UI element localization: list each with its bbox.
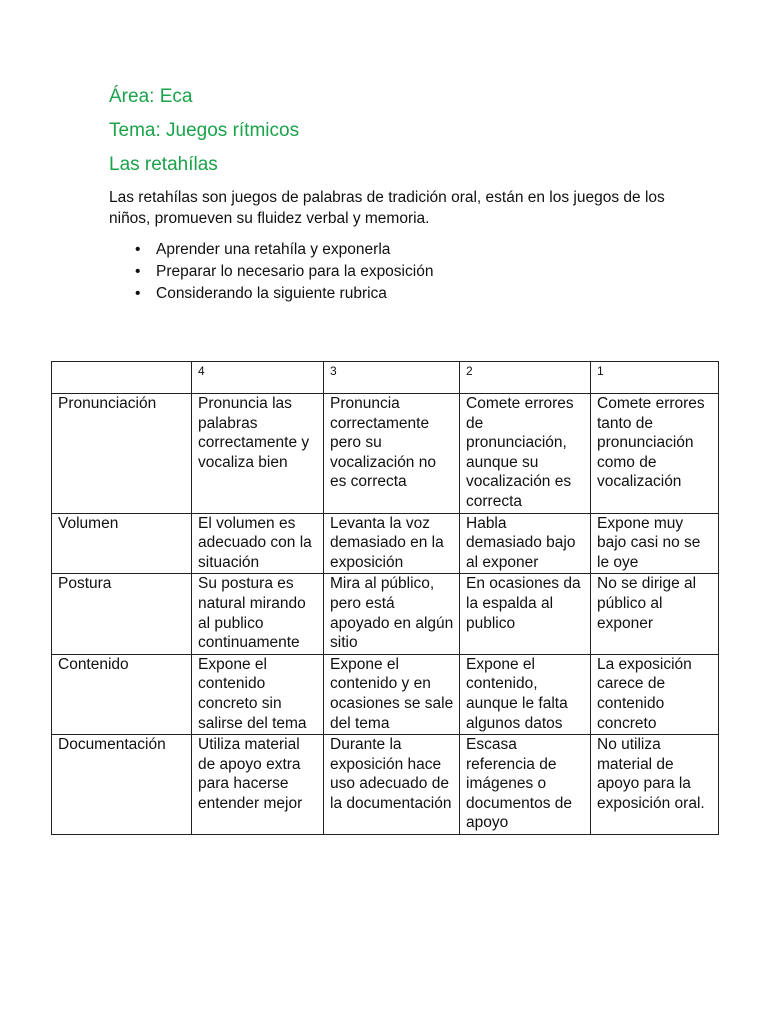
bullet-icon: • — [135, 263, 141, 280]
table-cell: Expone muy bajo casi no se le oye — [591, 513, 719, 574]
header-cell: 4 — [192, 362, 324, 394]
bullet-icon: • — [135, 285, 141, 302]
header-cell — [52, 362, 192, 394]
header-cell: 3 — [324, 362, 460, 394]
criterion-cell: Documentación — [52, 735, 192, 835]
table-row — [52, 394, 719, 514]
table-cell: No se dirige al público al exponer — [591, 574, 719, 654]
table-cell: Utiliza material de apoyo extra para hacerse entender mejor — [192, 735, 324, 835]
table-cell: Habla demasiado bajo al exponer — [460, 513, 591, 574]
intro-paragraph: Las retahílas son juegos de palabras de tradición oral, están en los juegos de los niños, promueven su fluidez verbal y memoria. — [109, 189, 665, 227]
table-cell: No utiliza material de apoyo para la exposición oral. — [591, 735, 719, 835]
criterion-cell: Postura — [52, 574, 192, 654]
criterion-cell: Pronunciación — [52, 394, 192, 514]
table-cell: Expone el contenido, aunque le falta algunos datos — [460, 654, 591, 734]
list-item — [109, 283, 433, 305]
table-cell: Pronuncia correctamente pero su vocalización no es correcta — [324, 394, 460, 514]
header-cell: 1 — [591, 362, 719, 394]
table-cell: Escasa referencia de imágenes o documentos de apoyo — [460, 735, 591, 835]
table-cell: La exposición carece de contenido concreto — [591, 654, 719, 734]
table-cell: Mira al público, pero está apoyado en algún sitio — [324, 574, 460, 654]
table-header-row — [52, 362, 719, 394]
table-cell: Pronuncia las palabras correctamente y vocaliza bien — [192, 394, 324, 514]
list-item-text: Considerando la siguiente rubrica — [156, 285, 387, 302]
list-item — [109, 261, 433, 283]
header-cell: 2 — [460, 362, 591, 394]
rubric-table — [51, 361, 719, 835]
table-cell: Su postura es natural mirando al publico continuamente — [192, 574, 324, 654]
table-row — [52, 574, 719, 654]
page-title: Las retahílas — [109, 154, 218, 175]
topic-heading: Tema: Juegos rítmicos — [109, 120, 300, 141]
table-cell: Expone el contenido y en ocasiones se sale del tema — [324, 654, 460, 734]
area-heading: Área: Eca — [109, 86, 193, 107]
criterion-cell: Volumen — [52, 513, 192, 574]
table-cell: Expone el contenido concreto sin salirse del tema — [192, 654, 324, 734]
list-item-text: Preparar lo necesario para la exposición — [156, 263, 434, 280]
table-cell: Comete errores de pronunciación, aunque su vocalización es correcta — [460, 394, 591, 514]
table-cell: Comete errores tanto de pronunciación como de vocalización — [591, 394, 719, 514]
table-cell: El volumen es adecuado con la situación — [192, 513, 324, 574]
list-item-text: Aprender una retahíla y exponerla — [156, 241, 391, 258]
list-item — [109, 239, 433, 261]
table-cell: En ocasiones da la espalda al publico — [460, 574, 591, 654]
instruction-list — [109, 239, 433, 305]
criterion-cell: Contenido — [52, 654, 192, 734]
table-row — [52, 735, 719, 835]
table-cell: Durante la exposición hace uso adecuado de la documentación — [324, 735, 460, 835]
table-row — [52, 654, 719, 734]
table-row — [52, 513, 719, 574]
table-cell: Levanta la voz demasiado en la exposición — [324, 513, 460, 574]
bullet-icon: • — [135, 241, 141, 258]
